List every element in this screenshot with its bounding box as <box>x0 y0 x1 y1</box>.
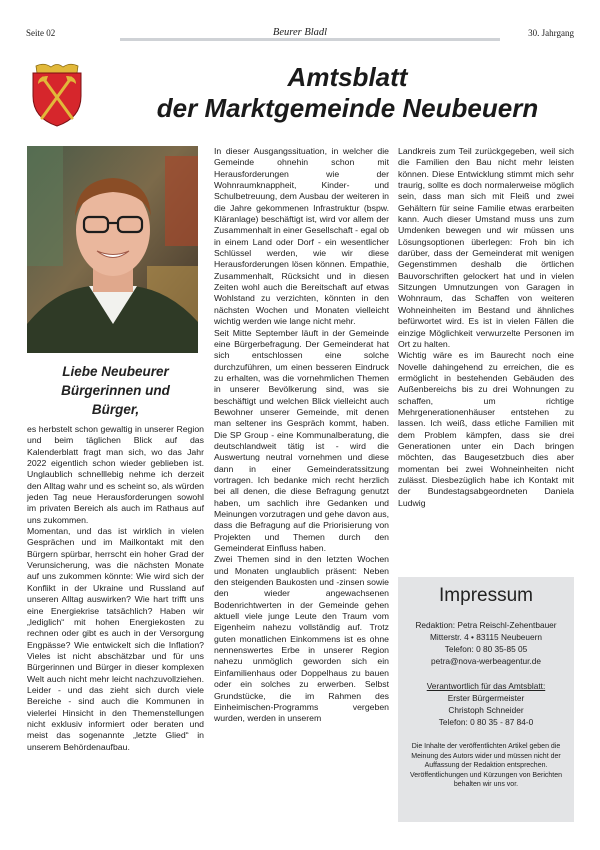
greeting-line: Bürger, <box>91 402 140 417</box>
editorial-line: Mitterstr. 4 • 83115 Neubeuern <box>429 632 543 642</box>
title-line-1: Amtsblatt <box>287 62 408 92</box>
editorial-line: Telefon: 0 80 35-85 05 <box>444 644 528 654</box>
article-column-3 <box>398 146 574 509</box>
header-rule <box>120 38 500 41</box>
impressum-title: Impressum <box>439 585 533 606</box>
title-line-2: der Marktgemeinde Neubeuern <box>156 93 539 123</box>
editorial-line: Redaktion: Petra Reischl-Zehentbauer <box>415 620 557 630</box>
greeting-line: Liebe Neubeurer <box>62 364 169 379</box>
responsible-label: Verantwortlich für das Amtsblatt: <box>426 681 546 691</box>
article-column-2 <box>214 146 389 725</box>
paragraph: Wichtig wäre es im Baurecht noch eine Novelle dahingehend zu erreichen, die es ermöglicht in bestehenden Gebäuden des Außenbereichs bis zu drei Wohnungen zu schaffen, um richtige Mehrgenerationenhäuser entstehen zu lassen. Ich weiß, dass etliche Familien mit dem Problem kämpfen, dass sie drei Generationen unter ein Dach bringen möchten, das Baugesetzbuch dies aber momentan bei zwei Wohneinheiten nicht zulässt. Diesbezüglich habe ich Kontakt mit der Bundestagsabgeordneten Daniela Ludwig <box>398 350 574 508</box>
disclaimer <box>404 742 568 790</box>
coat-of-arms-icon <box>30 62 84 128</box>
greeting-line: Bürgerinnen und <box>61 383 170 398</box>
paragraph: es herbstelt schon gewaltig in unserer Region und beim täglichen Blick auf das Kalenderblatt fragt man sich, wo das Jahr 2022 eigentlich schon wieder geblieben ist. Unglaublich schnelllebig nehme ich derzeit den Alltag wahr und es scheint so, als würden jeden Tag neue Herausforderungen sowohl im privaten Bereich als auch im Rathaus auf uns zukommen. <box>27 424 204 525</box>
newspaper-name: Beurer Bladl <box>272 27 328 38</box>
impressum-box <box>398 577 574 822</box>
responsible-line: Erster Bürgermeister <box>447 693 525 703</box>
disclaimer-line: Die Inhalte der veröffentlichten Artikel geben die Meinung des Autors wider und müssen nicht der Auffassung der Redaktion entsprechen. <box>411 743 561 770</box>
responsible-line: Telefon: 0 80 35 - 87 84-0 <box>438 717 534 727</box>
page-title <box>120 62 575 124</box>
paragraph: In dieser Ausgangssituation, in welcher die Gemeinde ohnehin schon mit Herausforderungen wie der Wohnraumknappheit, Kinder- und Schulbetreuung, dem Ausbau der weiteren in die Jahre gekommenen Infrastruktur (bspw. Kläranlage) beschäftigt ist, wird vor allem der Zusammenhalt in einer Gesellschaft - egal ob in einem Land oder Dorf - ein wesentlicher Schlüssel werden, wie wir diese Herausforderungen lösen können. Empathie, Zusammenhalt, Rücksicht und in diesen Zeiten wohl auch die Bereitschaft auf etwas Wohlstand zu verzichten, könnten in den nächsten Wochen und Monaten vielleicht wichtig werden wie lange nicht mehr. <box>214 146 389 327</box>
paragraph: Momentan, und das ist wirklich in vielen Gesprächen und im Mailkontakt mit den Bürgern spürbar, herrscht ein hoher Grad der Verunsicherung, was die nächsten Monate auf uns zukommen könnte: Wie wird sich der Konflikt in der Ukraine und Russland auf unseren Alltag auswirken? Wie hart trifft uns eine Energiekrise tatsächlich? Haben wir „lediglich“ mit hohen Energiekosten zu rechnen oder gibt es auch in der Versorgung Engpässe? Wie entwickelt sich die Inflation? Vieles ist nicht abschätzbar und für uns Bürgerinnen und Bürger in dieser komplexen Welt auch nicht mehr leicht nachzuvollziehen. Leider - und das zieht sich durch viele Bereiche - sind auch die Kommunen in vielerlei Hinsicht in den Themenstellungen nicht exklusiv informiert oder beraten und meist das sogenannte „letzte Glied“ in unserem Behördenaufbau. <box>27 526 204 752</box>
volume-label: 30. Jahrgang <box>528 28 574 38</box>
responsible-line: Christoph Schneider <box>448 705 524 715</box>
editorial-contact <box>402 619 570 667</box>
paragraph: Zwei Themen sind in den letzten Wochen und Monaten unglaublich präsent: Neben den steigenden Baukosten und -zinsen sowie den wieder angewachsenen Bodenrichtwerten in der Gemeinde gehen aktuell viele junge Leute den Traum vom Eigenheim nahezu vollständig auf. Trotz guten monatlichen Einkommens ist es ohne nennenswertes Erbe in unserer Region nahezu unmöglich geworden sich ein Einfamilienhaus oder Doppelhaus zu bauen oder ein solches zu erwerben. Selbst Grundstücke, die im Rahmen des Einheimischen-Programms vergeben wurden, werden in unserem <box>214 554 389 724</box>
paragraph: Landkreis zum Teil zurückgegeben, weil sich die Familien den Bau nicht mehr leisten können. Diese Entwicklung stimmt mich sehr traurig, sollte es doch normalerweise möglich sein, dass man sich mit Fleiß und zwei Gehältern für seine Familie etwas erarbeiten kann. Auch dieser Umstand muss uns zum Umdenken bewegen und wir müssen uns Lösungsoptionen überlegen: Froh bin ich darüber, dass der Gemeinderat mit wenigen Gegenstimmen deshalb die örtlichen Bauvorschriften gelockert hat und in vielen Sitzungen Umnutzungen von Garagen in Wohnraum, das Schaffen von weiteren Wohneinheiten im Bestand und ähnliches befürwortet wird. Es ist in vielen Fällen die einzige Möglichkeit verwurzelte Personen im Ort zu halten. <box>398 146 574 349</box>
responsible-contact <box>402 680 570 728</box>
mayor-portrait <box>27 146 198 353</box>
greeting <box>27 362 204 419</box>
article-column-1 <box>27 424 204 753</box>
page-number: Seite 02 <box>26 28 56 38</box>
paragraph: Seit Mitte September läuft in der Gemeinde eine Bürgerbefragung. Der Gemeinderat hat sich entschlossen eine solche durchzuführen, um einen besseren Eindruck zu erhalten, was die vornehmlichen Themen in unserer Bevölkerung sind, was sie beschäftigt und welchen Blick vielleicht auch Bewohner unserer Gemeinde, mit denen man seltener ins Gespräch kommt, haben. Die SP Group - eine Kommunalberatung, die deutschlandweit tätig ist - wird die Auswertung neutral vornehmen und diese dann in einer Gemeinderatssitzung vortragen. Ich bedanke mich recht herzlich bei all denen, die diese Befragung genutzt haben, um sachlich ihre Gedanken und Meinungen vorzutragen und gehe davon aus, dass die Befragung auf die Priorisierung von Projekten und Themen durch den Gemeinderat Einfluss haben. <box>214 327 389 554</box>
disclaimer-line: Veröffentlichungen und Kürzungen von Berichten behalten wir uns vor. <box>409 771 563 789</box>
editorial-email: petra@nova-werbeagentur.de <box>431 656 541 666</box>
